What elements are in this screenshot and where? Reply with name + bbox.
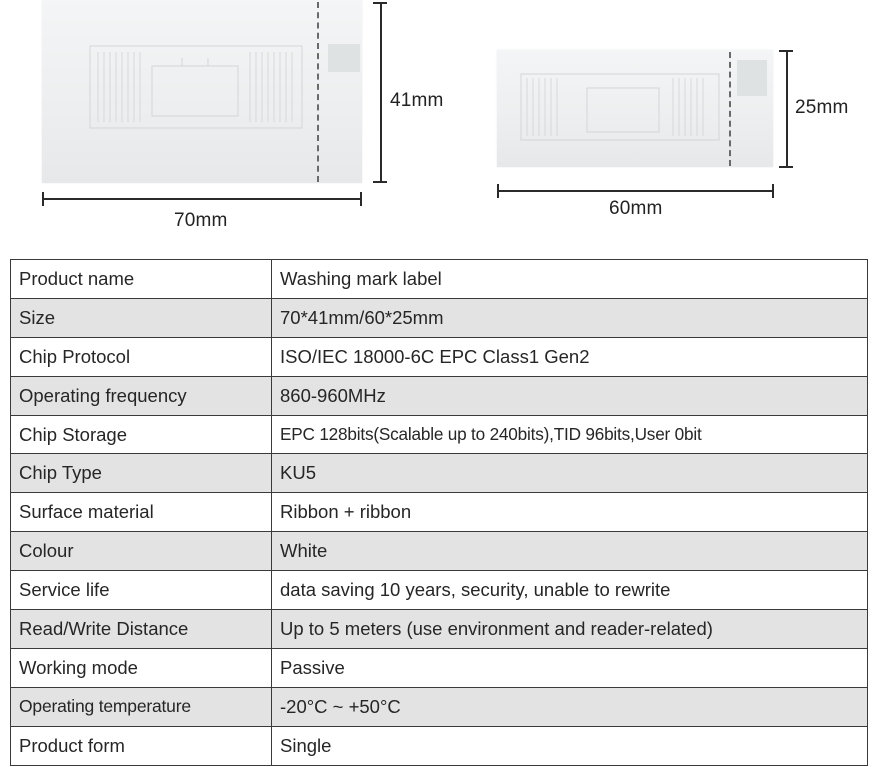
dimension-tick [42,192,44,206]
dimension-tick [373,2,387,4]
spec-key: Surface material [11,493,272,532]
spec-value: EPC 128bits(Scalable up to 240bits),TID 96bits,User 0bit [272,415,868,454]
width-dimension-line [42,198,362,200]
table-row [11,687,868,726]
table-row [11,493,868,532]
perforation-line [317,2,319,182]
perforation-line [729,52,731,166]
dimension-tick [772,184,774,198]
spec-key: Chip Type [11,454,272,493]
dimension-tick [779,50,793,52]
table-row [11,454,868,493]
label-photo-large [42,0,362,183]
spec-value: data saving 10 years, security, unable to rewrite [272,571,868,610]
spec-key: Working mode [11,648,272,687]
spec-value: ISO/IEC 18000-6C EPC Class1 Gen2 [272,337,868,376]
rfid-antenna-graphic [497,50,773,167]
table-row [11,337,868,376]
dimension-tick [497,184,499,198]
spec-key: Operating temperature [11,687,272,726]
spec-value: -20°C ~ +50°C [272,687,868,726]
table-row [11,571,868,610]
label-photo-small [497,50,773,167]
dimension-tick [360,192,362,206]
spec-key: Colour [11,532,272,571]
dimension-tick [373,181,387,183]
spec-value: Up to 5 meters (use environment and reader-related) [272,610,868,649]
spec-key: Chip Protocol [11,337,272,376]
spec-value: 70*41mm/60*25mm [272,298,868,337]
spec-value: White [272,532,868,571]
spec-value: KU5 [272,454,868,493]
table-row [11,726,868,765]
spec-key: Service life [11,571,272,610]
spec-value: Passive [272,648,868,687]
spec-key: Product form [11,726,272,765]
spec-value: Ribbon + ribbon [272,493,868,532]
dimension-tick [779,166,793,168]
spec-key: Read/Write Distance [11,610,272,649]
table-row [11,532,868,571]
spec-value: 860-960MHz [272,376,868,415]
table-row [11,648,868,687]
height-label-small: 25mm [795,97,849,118]
spec-value: Single [272,726,868,765]
spec-key: Chip Storage [11,415,272,454]
spec-key: Operating frequency [11,376,272,415]
table-row [11,298,868,337]
table-row [11,415,868,454]
height-dimension-line [786,50,788,167]
width-label-large: 70mm [174,210,228,231]
table-row [11,376,868,415]
width-label-small: 60mm [609,198,663,219]
width-dimension-line [497,190,774,192]
spec-value: Washing mark label [272,260,868,299]
table-row [11,610,868,649]
table-row [11,260,868,299]
height-label-large: 41mm [390,90,444,111]
spec-key: Size [11,298,272,337]
height-dimension-line [380,2,382,182]
rfid-antenna-graphic [42,0,362,183]
spec-key: Product name [11,260,272,299]
spec-table [10,259,868,766]
